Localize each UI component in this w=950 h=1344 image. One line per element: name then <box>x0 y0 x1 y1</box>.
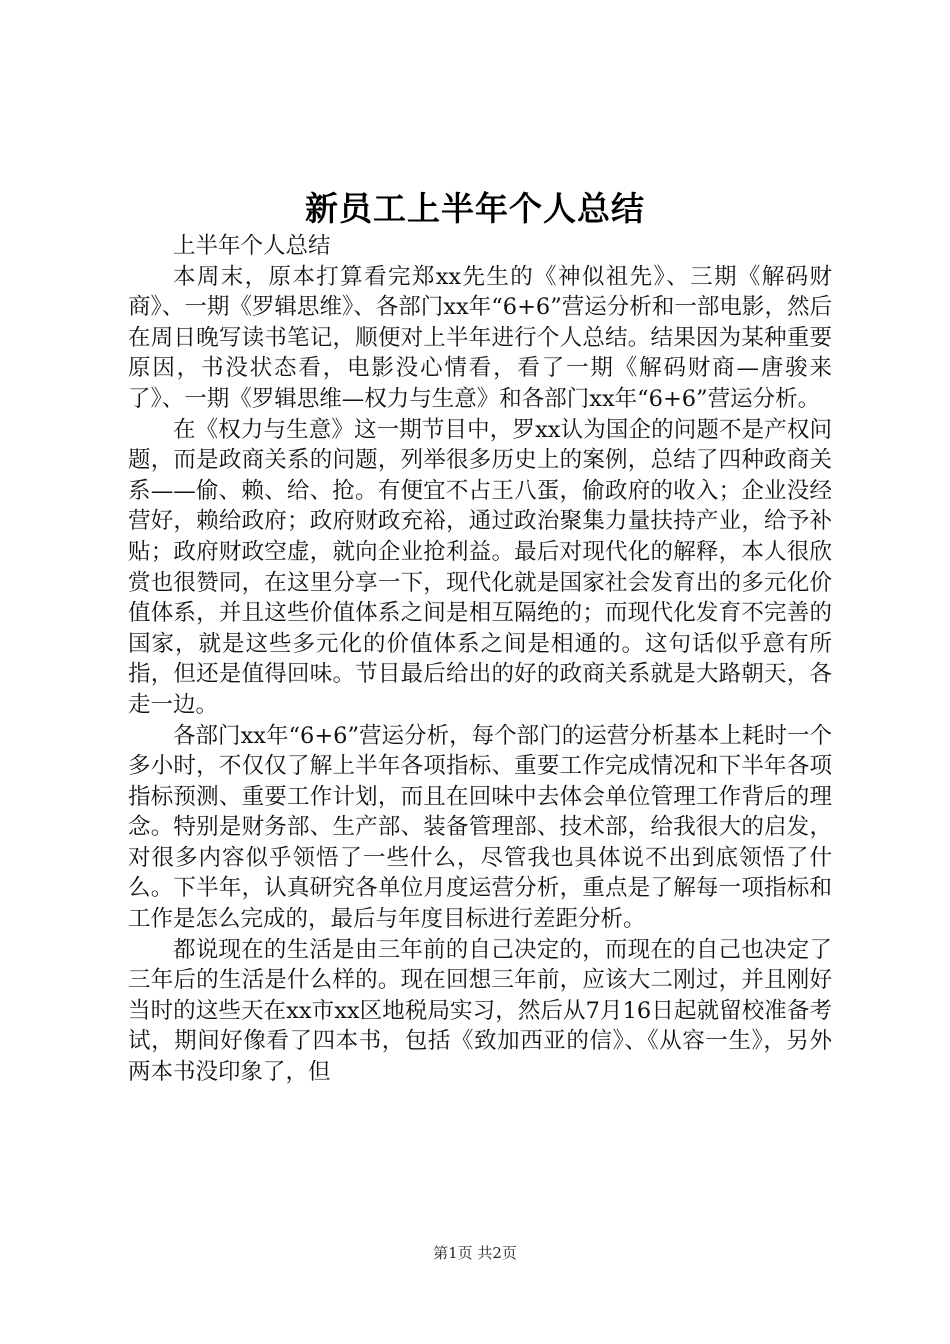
page-footer: 第1页 共2页 <box>433 1244 517 1262</box>
body-paragraph-3: 各部门xx年“6+6”营运分析，每个部门的运营分析基本上耗时一个多小时，不仅仅了解上半年各项指标、重要工作完成情况和下半年各项指标预测、重要工作计划，而且在回味中去体会单位管理工作背后的理念。特别是财务部、生产部、装备管理部、技术部，给我很大的启发，对很多内容似乎领悟了一些什么，尽管我也具体说不出到底领悟了什么。下半年，认真研究各单位月度运营分析，重点是了解每一项指标和工作是怎么完成的，最后与年度目标进行差距分析。 <box>128 722 832 933</box>
body-paragraph-4: 都说现在的生活是由三年前的自己决定的，而现在的自己也决定了三年后的生活是什么样的。现在回想三年前，应该大二刚过，并且刚好当时的这些天在xx市xx区地税局实习，然后从7月16日起就留校准备考试，期间好像看了四本书，包括《致加西亚的信》、《从容一生》，另外两本书没印象了，但 <box>128 936 832 1086</box>
document-body <box>128 231 832 1088</box>
body-paragraph-2: 在《权力与生意》这一期节目中，罗xx认为国企的问题不是产权问题，而是政商关系的问题，列举很多历史上的案例，总结了四种政商关系——偷、赖、给、抢。有便宜不占王八蛋，偷政府的收入；企业没经营好，赖给政府；政府财政充裕，通过政治聚集力量扶持产业，给予补贴；政府财政空虚，就向企业抢利益。最后对现代化的解释，本人很欣赏也很赞同，在这里分享一下，现代化就是国家社会发育出的多元化价值体系，并且这些价值体系之间是相互隔绝的；而现代化发育不完善的国家，就是这些多元化的价值体系之间是相通的。这句话似乎意有所指，但还是值得回味。节目最后给出的好的政商关系就是大路朝天，各走一边。 <box>128 416 832 718</box>
body-paragraph-1: 本周末，原本打算看完郑xx先生的《神似祖先》、三期《解码财商》、一期《罗辑思维》、各部门xx年“6+6”营运分析和一部电影，然后在周日晚写读书笔记，顺便对上半年进行个人总结。结果因为某种重要原因，书没状态看，电影没心情看，看了一期《解码财商—唐骏来了》、一期《罗辑思维—权力与生意》和各部门xx年“6+6”营运分析。 <box>128 263 832 412</box>
body-paragraph-subtitle: 上半年个人总结 <box>173 233 331 259</box>
page-title: 新员工上半年个人总结 <box>305 189 645 228</box>
